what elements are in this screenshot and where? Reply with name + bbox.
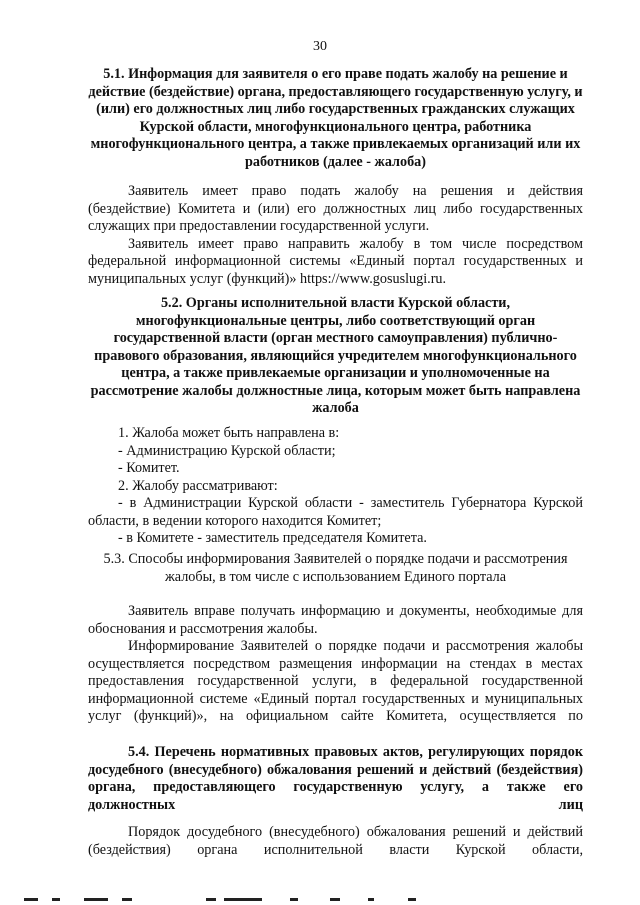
page-number: 30 xyxy=(313,39,327,54)
section-5-3-body xyxy=(88,603,583,726)
list-item: - в Комитете - заместитель председателя Комитета. xyxy=(118,530,427,546)
paragraph: Информирование Заявителей о порядке подачи и рассмотрения жалобы осуществляется посредством размещения информации на стендах в местах предоставления государственной услуги, в федеральной государственной информационной системе «Единый портал государственных и муниципальных услуг (функций)», на официальном сайте Комитета, осуществляется по xyxy=(88,638,583,724)
section-5-1-heading: 5.1. Информация для заявителя о его праве подать жалобу на решение и действие (бездействие) органа, предоставляющего государственную услугу, и (или) его должностных лиц либо государственных гражданских служащих Курской области, многофункционального центра, работника многофункционального центра, а также привлекаемых организаций или их работников (далее - жалоба) xyxy=(88,66,583,170)
paragraph: Заявитель имеет право подать жалобу на решения и действия (бездействие) Комитета и (или) его должностных лиц либо государственных служащих при предоставлении государственной услуги. xyxy=(88,183,583,234)
paragraph: Заявитель вправе получать информацию и документы, необходимые для обоснования и рассмотрения жалобы. xyxy=(88,603,583,637)
scan-edge-artifact xyxy=(0,892,640,902)
list-item: 2. Жалобу рассматривают: xyxy=(118,477,278,494)
section-5-4-body xyxy=(88,824,583,859)
list-item: - Администрацию Курской области; xyxy=(118,442,336,459)
section-5-1-body xyxy=(88,183,583,288)
section-5-4-heading: 5.4. Перечень нормативных правовых актов, регулирующих порядок досудебного (внесудебного) обжалования решений и действий (бездействия) органа, предоставляющего государственную услугу, а также его должностных лиц xyxy=(88,744,583,813)
paragraph: Заявитель имеет право направить жалобу в том числе посредством федеральной информационной системы «Единый портал государственных и муниципальных услуг (функций)» https://www.gosuslugi.ru. xyxy=(88,235,583,287)
section-5-2-heading: 5.2. Органы исполнительной власти Курской области, многофункциональные центры, либо соответствующий орган государственной власти (орган местного самоуправления) публично-правового образования, являющийся учредителем многофункционального центра, а также привлекаемые организации и уполномоченные на рассмотрение жалобы должностные лица, которым может быть направлена жалоба xyxy=(90,295,581,416)
list-item: 1. Жалоба может быть направлена в: xyxy=(118,425,340,441)
list-item: - в Администрации Курской области - заместитель Губернатора Курской области, в ведении которого находится Комитет; xyxy=(88,495,583,529)
section-5-3-heading: 5.3. Способы информирования Заявителей о порядке подачи и рассмотрения жалобы, в том числе с использованием Единого портала xyxy=(103,551,568,585)
section-5-2-body xyxy=(88,425,583,548)
list-item: - Комитет. xyxy=(118,460,180,476)
paragraph: Порядок досудебного (внесудебного) обжалования решений и действий (бездействия) органа исполнительной власти Курской области, xyxy=(88,824,583,858)
